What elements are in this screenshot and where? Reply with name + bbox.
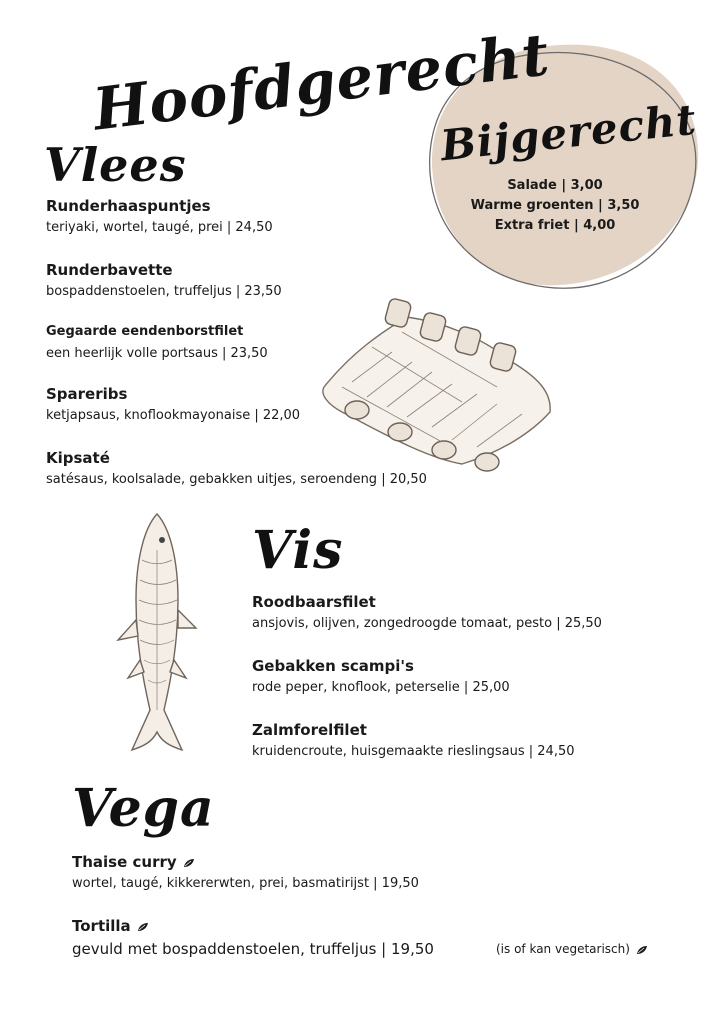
meat-section-title: Vlees (44, 138, 187, 192)
dish-zalmforelfilet (252, 720, 575, 762)
dish-thaise-curry (72, 852, 419, 894)
dish-desc: een heerlijk volle portsaus | 23,50 (46, 346, 268, 361)
dish-runderhaaspuntjes (46, 196, 273, 238)
fish-section-title: Vis (252, 520, 344, 581)
dish-spareribs (46, 384, 300, 426)
dish-name: Spareribs (46, 385, 128, 403)
dish-desc: rode peper, knoflook, peterselie | 25,00 (252, 680, 510, 695)
side-item-extra-friet: Extra friet | 4,00 (494, 218, 616, 233)
vega-section-title: Vega (72, 778, 215, 839)
dish-desc: gevuld met bospaddenstoelen, truffeljus | 19,50 (72, 940, 434, 958)
dish-name: Zalmforelfilet (252, 721, 367, 739)
sides-list (440, 176, 670, 236)
page-title: Hoofdgerecht (89, 20, 554, 144)
dish-runderbavette (46, 260, 282, 302)
fish-illustration (112, 510, 202, 760)
dish-gegaarde-eendenborstfilet (46, 322, 268, 364)
dish-name: Kipsaté (46, 449, 110, 467)
dish-desc: bospaddenstoelen, truffeljus | 23,50 (46, 284, 282, 299)
dish-name: Gegaarde eendenborstfilet (46, 324, 244, 339)
dish-desc: wortel, taugé, kikkererwten, prei, basmatirijst | 19,50 (72, 876, 419, 891)
side-item-salade: Salade | 3,00 (507, 178, 603, 193)
dish-tortilla (72, 916, 434, 959)
dish-desc: kruidencroute, huisgemaakte rieslingsaus | 24,50 (252, 744, 575, 759)
dish-name: Runderhaaspuntjes (46, 197, 211, 215)
dish-desc: teriyaki, wortel, taugé, prei | 24,50 (46, 220, 273, 235)
sides-title: Bijgerecht (438, 94, 699, 171)
dish-desc: ansjovis, olijven, zongedroogde tomaat, pesto | 25,50 (252, 616, 602, 631)
leaf-icon (183, 858, 195, 868)
dish-name: Thaise curry (72, 853, 177, 871)
leaf-icon (636, 945, 648, 955)
dish-roodbaarsfilet (252, 592, 602, 634)
vegetarian-note: (is of kan vegetarisch) (496, 942, 630, 956)
leaf-icon (137, 922, 149, 932)
dish-name: Gebakken scampi's (252, 657, 414, 675)
dish-desc: satésaus, koolsalade, gebakken uitjes, seroendeng | 20,50 (46, 472, 427, 487)
spareribs-illustration (312, 292, 557, 477)
dish-desc: ketjapsaus, knoflookmayonaise | 22,00 (46, 408, 301, 423)
dish-name: Runderbavette (46, 261, 173, 279)
side-item-warme-groenten: Warme groenten | 3,50 (470, 198, 640, 213)
dish-gebakken-scampis (252, 656, 510, 698)
dish-name: Tortilla (72, 917, 131, 935)
dish-name: Roodbaarsfilet (252, 593, 376, 611)
vegetarian-legend (496, 942, 648, 956)
